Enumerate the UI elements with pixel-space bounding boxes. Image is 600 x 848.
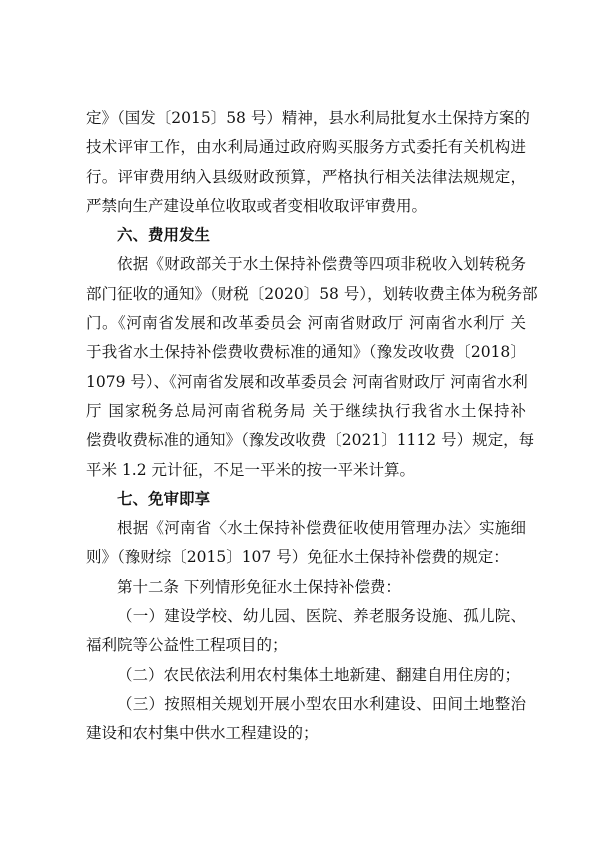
list-item-line: （三）按照相关规划开展小型农田水利建设、田间土地整治 — [117, 694, 526, 713]
paragraph-line: 部门征收的通知》（财税〔2020〕58 号），划转收费主体为税务部 — [86, 284, 538, 303]
paragraph-line: 行。评审费用纳入县级财政预算，严格执行相关法律法规规定， — [86, 167, 526, 186]
section-heading-exemption: 七、免审即享 — [117, 489, 211, 508]
paragraph-line: 定》（国发〔2015〕58 号）精神，县水利局批复水土保持方案的 — [86, 109, 530, 127]
paragraph-line: 厅 国家税务总局河南省税务局 关于继续执行我省水土保持补 — [86, 401, 526, 420]
list-item-line: 福利院等公益性工程项目的； — [86, 636, 288, 655]
paragraph-line: 根据《河南省〈水土保持补偿费征收使用管理办法〉实施细 — [117, 519, 526, 538]
paragraph-line: 偿费收费标准的通知》（豫发改收费〔2021〕1112 号）规定，每 — [86, 431, 535, 450]
list-item-line: 建设和农村集中供水工程建设的； — [86, 724, 319, 743]
list-item-line: （一）建设学校、幼儿园、医院、养老服务设施、孤儿院、 — [117, 607, 526, 626]
paragraph-line: 严禁向生产建设单位收取或者变相收取评审费用。 — [86, 196, 428, 215]
paragraph-line: 依据《财政部关于水土保持补偿费等四项非税收入划转税务 — [117, 255, 526, 274]
paragraph-line: 技术评审工作，由水利局通过政府购买服务方式委托有关机构进 — [86, 138, 526, 157]
list-item-line: （二）农民依法利用农村集体土地新建、翻建自用住房的； — [117, 665, 521, 684]
document-body — [86, 104, 538, 749]
section-heading-fee: 六、费用发生 — [117, 226, 211, 245]
paragraph-line: 门。《河南省发展和改革委员会 河南省财政厅 河南省水利厅 关 — [86, 314, 526, 333]
paragraph-line: 于我省水土保持补偿费收费标准的通知》（豫发改收费〔2018〕 — [86, 343, 526, 362]
paragraph-line: 1079 号）、《河南省发展和改革委员会 河南省财政厅 河南省水利 — [86, 372, 528, 391]
paragraph-line: 平米 1.2 元计征，不足一平米的按一平米计算。 — [86, 460, 416, 479]
paragraph-line: 则》（豫财综〔2015〕107 号）免征水土保持补偿费的规定： — [86, 548, 509, 567]
article-line: 第十二条 下列情形免征水土保持补偿费： — [117, 577, 401, 596]
